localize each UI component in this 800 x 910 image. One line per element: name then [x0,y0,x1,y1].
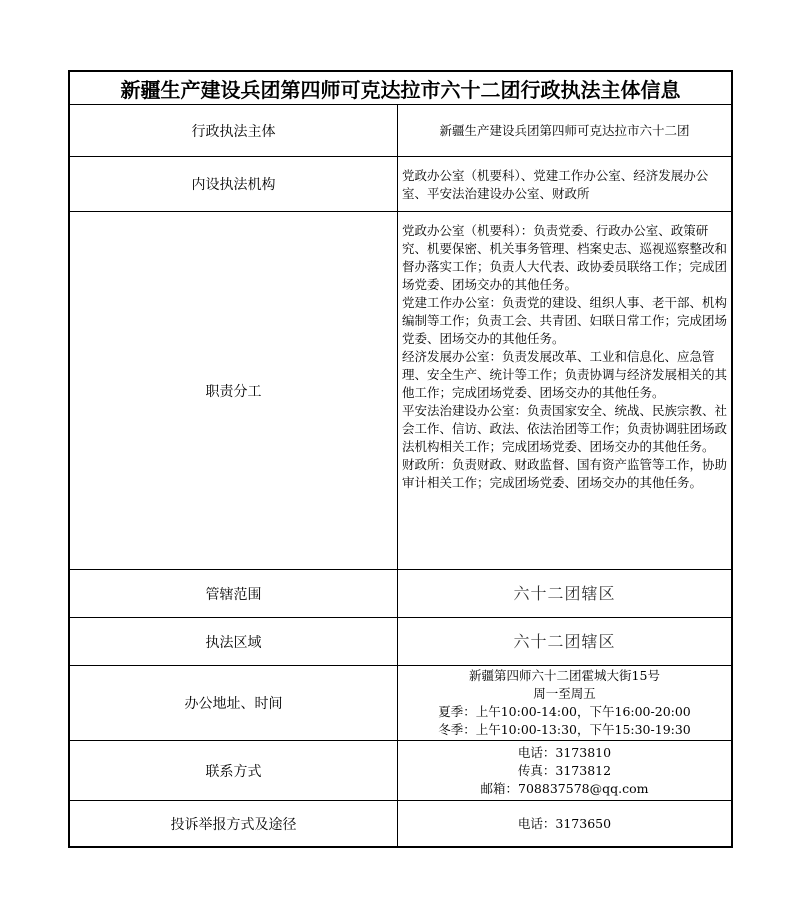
office-address: 新疆第四师六十二团霍城大街15号 [469,668,660,683]
table-title: 新疆生产建设兵团第四师可克达拉市六十二团行政执法主体信息 [70,72,731,105]
office-winter-hours: 冬季：上午10:00-13:30，下午15:30-19:30 [438,722,691,737]
value-office [398,666,731,740]
duty-paragraph: 经济发展办公室：负责发展改革、工业和信息化、应急管理、安全生产、统计等工作；负责协调与经济发展相关的其他工作；完成团场党委、团场交办的其他任务。 [402,349,728,400]
contact-fax: 传真：3173812 [517,762,612,778]
row-complaint [70,801,731,846]
label-internal: 内设执法机构 [70,157,398,211]
jurisdiction-text: 六十二团辖区 [513,583,616,603]
duty-paragraph: 财政所：负责财政、财政监督、国有资产监管等工作，协助审计相关工作；完成团场党委、团场交办的其他任务。 [402,457,728,490]
label-enforcement-area: 执法区域 [70,618,398,665]
contact-phone: 电话：3173810 [517,744,612,760]
duty-paragraph: 党政办公室（机要科）：负责党委、行政办公室、政策研究、机要保密、机关事务管理、档案史志、巡视巡察整改和督办落实工作；负责人大代表、政协委员联络工作；完成团场党委、团场交办的其他任务。 [402,223,728,292]
row-contact [70,741,731,801]
internal-text: 党政办公室（机要科）、党建工作办公室、经济发展办公室、平安法治建设办公室、财政所 [402,168,709,201]
label-duties: 职责分工 [70,212,398,569]
label-complaint: 投诉举报方式及途径 [70,801,398,846]
row-subject [70,105,731,157]
row-duties [70,212,731,570]
row-jurisdiction [70,570,731,618]
label-jurisdiction: 管辖范围 [70,570,398,617]
duty-paragraph: 平安法治建设办公室：负责国家安全、统战、民族宗教、社会工作、信访、政法、依法治团等工作；负责协调驻团场政法机构相关工作；完成团场党委、团场交办的其他任务。 [402,403,728,454]
label-subject: 行政执法主体 [70,105,398,156]
subject-text: 新疆生产建设兵团第四师可克达拉市六十二团 [439,122,690,138]
row-internal [70,157,731,212]
label-office: 办公地址、时间 [70,666,398,740]
value-enforcement-area [398,618,731,665]
complaint-phone: 电话：3173650 [517,815,612,831]
value-internal [398,157,731,211]
label-contact: 联系方式 [70,741,398,800]
contact-email[interactable]: 邮箱：708837578@qq.com [480,780,649,796]
info-table [68,70,733,848]
value-duties [398,212,731,569]
office-days: 周一至周五 [533,686,596,701]
value-jurisdiction [398,570,731,617]
duty-paragraph: 党建工作办公室：负责党的建设、组织人事、老干部、机构编制等工作；负责工会、共青团、妇联日常工作；完成团场党委、团场交办的其他任务。 [402,295,728,346]
row-enforcement-area [70,618,731,666]
row-office [70,666,731,741]
value-complaint [398,801,731,846]
enforcement-area-text: 六十二团辖区 [513,631,616,651]
value-subject [398,105,731,156]
value-contact [398,741,731,800]
office-summer-hours: 夏季：上午10:00-14:00，下午16:00-20:00 [438,704,691,719]
